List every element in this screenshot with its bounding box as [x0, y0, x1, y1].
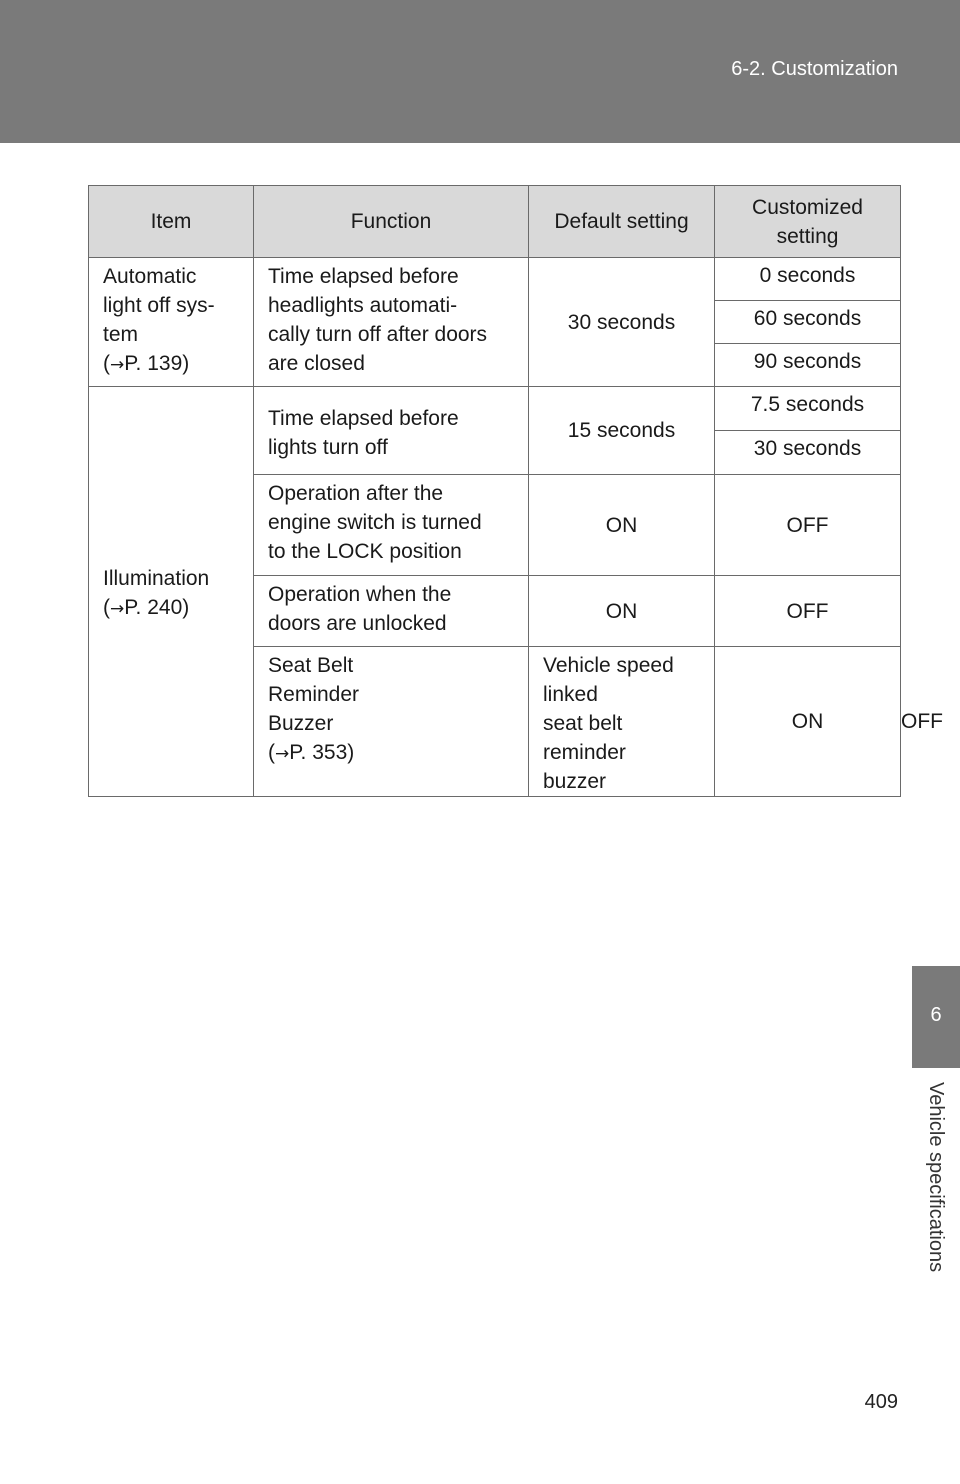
ref-paren: (: [103, 352, 110, 375]
item-text: Illumination: [103, 566, 210, 590]
item-cell-seat-belt: [254, 647, 529, 797]
ref-page: P. 353): [289, 741, 355, 764]
table-row: [89, 387, 901, 431]
customized-setting-cell: 60 seconds: [715, 301, 901, 344]
customized-setting-cell: OFF: [715, 576, 901, 647]
item-cell-illumination: [89, 387, 254, 797]
item-cell-automatic-light-off: [89, 258, 254, 387]
column-header-item: Item: [89, 186, 254, 258]
chapter-tab: [912, 966, 960, 1068]
default-setting-cell: ON: [529, 475, 715, 576]
function-text: are closed: [268, 352, 365, 375]
function-text: engine switch is turned: [268, 511, 482, 534]
ref-paren: (: [103, 595, 110, 619]
function-cell: [254, 387, 529, 475]
function-cell: [254, 258, 529, 387]
chapter-label: Vehicle specifications: [925, 1082, 947, 1273]
function-text: Operation after the: [268, 482, 444, 505]
page-reference: [103, 349, 245, 380]
default-setting-cell: ON: [529, 576, 715, 647]
customization-table: [88, 185, 943, 797]
table-row: [89, 258, 901, 301]
function-cell: [529, 647, 715, 797]
arrow-right-icon: →: [110, 355, 125, 375]
function-text: Time elapsed before: [268, 406, 459, 430]
column-header-customized-setting: Customized setting: [715, 186, 901, 258]
section-title: 6-2. Customization: [731, 58, 898, 80]
ref-page: P. 139): [124, 352, 190, 375]
customized-setting-cell: 0 seconds: [715, 258, 901, 301]
item-text: Reminder: [268, 683, 360, 706]
customized-setting-cell: 90 seconds: [715, 344, 901, 387]
column-header-default-setting: Default setting: [529, 186, 715, 258]
page-header: [0, 0, 960, 143]
item-text: Automatic: [103, 265, 197, 288]
function-cell: [254, 475, 529, 576]
page-number: 409: [864, 1391, 898, 1413]
item-text: Seat Belt: [268, 654, 354, 677]
function-text: Time elapsed before: [268, 265, 459, 288]
customized-setting-cell: 30 seconds: [715, 431, 901, 475]
default-setting-cell: 15 seconds: [529, 387, 715, 475]
table-header-row: [89, 186, 901, 258]
column-header-function: Function: [254, 186, 529, 258]
ref-page: P. 240): [124, 595, 190, 619]
item-text: Buzzer: [268, 712, 334, 735]
function-text: to the LOCK position: [268, 540, 462, 563]
chapter-number: 6: [930, 1004, 942, 1026]
function-text: Operation when the: [268, 583, 452, 606]
item-text: light off sys-: [103, 294, 215, 317]
arrow-right-icon: →: [110, 598, 125, 619]
function-text: headlights automati-: [268, 294, 458, 317]
function-cell: [254, 576, 529, 647]
default-setting-cell: ON: [715, 647, 901, 797]
ref-paren: (: [268, 741, 275, 764]
function-text: doors are unlocked: [268, 612, 447, 635]
table-row: Seat Belt Reminder Buzzer (→P. 353) Vehicle speed linked seat belt reminder buzzer ON OFF: [89, 647, 901, 797]
function-text: Vehicle speed linked: [543, 654, 674, 706]
customized-setting-cell: 7.5 seconds: [715, 387, 901, 431]
page-reference: [268, 738, 520, 769]
arrow-right-icon: →: [275, 744, 290, 764]
function-text: seat belt reminder: [543, 712, 626, 764]
function-text: cally turn off after doors: [268, 323, 488, 346]
item-text: tem: [103, 323, 139, 346]
page-reference: [103, 593, 245, 624]
default-setting-cell: 30 seconds: [529, 258, 715, 387]
customized-setting-cell: OFF: [715, 475, 901, 576]
function-text: lights turn off: [268, 435, 388, 459]
function-text: buzzer: [543, 770, 607, 793]
